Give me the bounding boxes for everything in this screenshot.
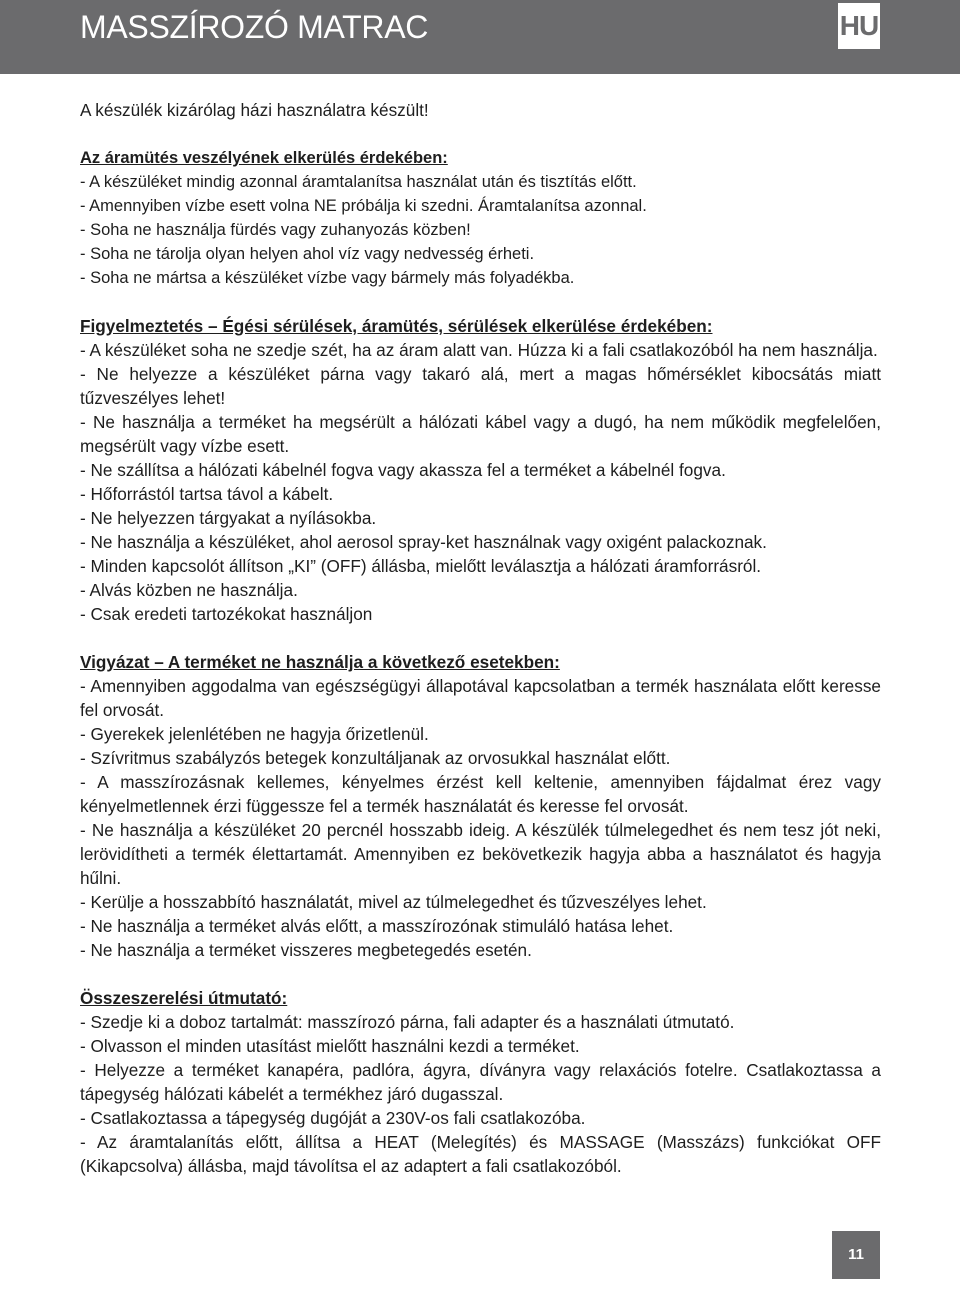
list-item: - Csak eredeti tartozékokat használjon <box>80 604 373 624</box>
list-item: - Gyerekek jelenlétében ne hagyja őrizetlenül. <box>80 724 429 744</box>
list-item: - Szívritmus szabályzós betegek konzultáljanak az orvosukkal használat előtt. <box>80 748 671 768</box>
list-item: - Ne helyezzen tárgyakat a nyílásokba. <box>80 508 377 528</box>
list-item: - Kerülje a hosszabbító használatát, mivel az túlmelegedhet és tűzveszélyes lehet. <box>80 892 707 912</box>
list-item: - Ne használja a készüléket 20 percnél hosszabb ideig. A készülék túlmelegedhet és nem tesz jót neki, lerövidítheti a termék élettartamát. Amennyiben ez bekövetkezik hagyja abba a használatot és hagyja hűlni. <box>80 820 881 888</box>
section-warning <box>80 314 881 626</box>
list-item: - Ne szállítsa a hálózati kábelnél fogva vagy akassza fel a terméket a kábelnél fogva. <box>80 460 726 480</box>
list-item: - Soha ne tárolja olyan helyen ahol víz vagy nedvesség érheti. <box>80 245 535 263</box>
list-item: - Soha ne mártsa a készüléket vízbe vagy bármely más folyadékba. <box>80 269 575 287</box>
intro-text: A készülék kizárólag házi használatra készült! <box>80 100 429 120</box>
page-header <box>0 0 960 74</box>
list-item: - Alvás közben ne használja. <box>80 580 298 600</box>
language-badge: HU <box>838 3 880 49</box>
section-electric-shock <box>80 146 881 290</box>
list-item: - Olvasson el minden utasítást mielőtt használni kezdi a terméket. <box>80 1036 580 1056</box>
section-heading: Összeszerelési útmutató: <box>80 988 288 1008</box>
page-number: 11 <box>832 1231 880 1279</box>
list-item: - Hőforrástól tartsa távol a kábelt. <box>80 484 334 504</box>
list-item: - Csatlakoztassa a tápegység dugóját a 230V-os fali csatlakozóba. <box>80 1108 586 1128</box>
section-assembly <box>80 986 881 1178</box>
section-heading: Az áramütés veszélyének elkerülés érdekében: <box>80 149 448 167</box>
list-item: - Helyezze a terméket kanapéra, padlóra, ágyra, díványra vagy relaxációs fotelre. Csatlakoztassa a tápegység hálózati kábelét a termékhez járó dugasszal. <box>80 1060 881 1104</box>
section-caution <box>80 650 881 962</box>
list-item: - Ne helyezze a készüléket párna vagy takaró alá, mert a magas hőmérséklet kibocsátás miatt tűzveszélyes lehet! <box>80 364 881 408</box>
list-item: - A masszírozásnak kellemes, kényelmes érzést kell keltenie, amennyiben fájdalmat érez vagy kényelmetlennek érzi függessze fel a termék használatát és keresse fel orvosát. <box>80 772 881 816</box>
list-item: - Soha ne használja fürdés vagy zuhanyozás közben! <box>80 221 471 239</box>
list-item: - Az áramtalanítás előtt, állítsa a HEAT (Melegítés) és MASSAGE (Masszázs) funkciókat OFF (Kikapcsolva) állásba, majd távolítsa el az adaptert a fali csatlakozóból. <box>80 1132 881 1176</box>
section-heading: Figyelmeztetés – Égési sérülések, áramütés, sérülések elkerülése érdekében: <box>80 316 713 336</box>
list-item: - Amennyiben vízbe esett volna NE próbálja ki szedni. Áramtalanítsa azonnal. <box>80 197 647 215</box>
list-item: - Ne használja a terméket ha megsérült a hálózati kábel vagy a dugó, ha nem működik megfelelően, megsérült vagy vízbe esett. <box>80 412 881 456</box>
section-heading: Vigyázat – A terméket ne használja a következő esetekben: <box>80 652 560 672</box>
list-item: - Ne használja a készüléket, ahol aerosol spray-ket használnak vagy oxigént palackoznak. <box>80 532 767 552</box>
list-item: - Ne használja a terméket alvás előtt, a masszírozónak stimuláló hatása lehet. <box>80 916 674 936</box>
list-item: - A készüléket soha ne szedje szét, ha az áram alatt van. Húzza ki a fali csatlakozóból ha nem használja. <box>80 340 878 360</box>
list-item: - Amennyiben aggodalma van egészségügyi állapotával kapcsolatban a termék használata előtt keresse fel orvosát. <box>80 676 881 720</box>
list-item: - A készüléket mindig azonnal áramtalanítsa használat után és tisztítás előtt. <box>80 173 637 191</box>
document-body <box>80 98 881 1202</box>
list-item: - Ne használja a terméket visszeres megbetegedés esetén. <box>80 940 532 960</box>
document-title: MASSZÍROZÓ MATRAC <box>80 9 429 45</box>
list-item: - Minden kapcsolót állítson „KI” (OFF) állásba, mielőtt leválasztja a hálózati áramforrásról. <box>80 556 762 576</box>
list-item: - Szedje ki a doboz tartalmát: masszírozó párna, fali adapter és a használati útmutató. <box>80 1012 735 1032</box>
